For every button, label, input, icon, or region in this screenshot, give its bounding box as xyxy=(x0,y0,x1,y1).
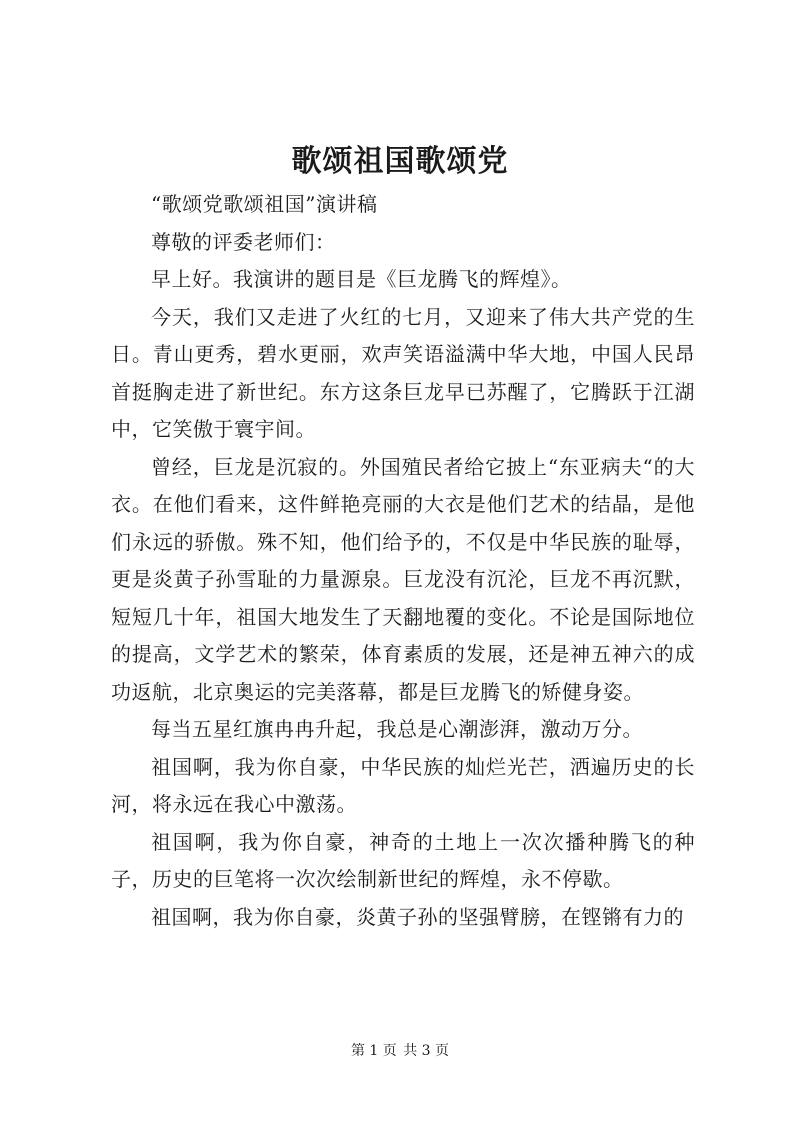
paragraph-subtitle: “歌颂党歌颂祖国”演讲稿 xyxy=(151,192,378,216)
page-number: 第 1 页 xyxy=(350,1043,397,1059)
paragraph-greeting: 早上好。我演讲的题目是《巨龙腾飞的辉煌》。 xyxy=(151,267,572,291)
paragraph: 曾经，巨龙是沉寂的。外国殖民者给它披上“东亚病夫“的大衣。在他们看来，这件鲜艳亮丽的大衣是他们艺术的结晶，是他们永远的骄傲。殊不知，他们给予的，不仅是中华民族的耻辱，更是炎黄子孙雪耻的力量源泉。巨龙没有沉沦，巨龙不再沉默，短短几十年，祖国大地发生了天翻地覆的变化。不论是国际地位的提高，文学艺术的繁荣，体育素质的发展，还是神五神六的成功返航，北京奥运的完美落幕，都是巨龙腾飞的矫健身姿。 xyxy=(111,454,695,704)
paragraph: 祖国啊，我为你自豪，炎黄子孙的坚强臂膀，在铿锵有力的 xyxy=(151,904,684,929)
document-title: 歌颂祖国歌颂党 xyxy=(291,144,509,179)
page-total: 共 3 页 xyxy=(403,1043,450,1059)
paragraph: 今天，我们又走进了火红的七月，又迎来了伟大共产党的生日。青山更秀，碧水更丽，欢声笑语溢满中华大地，中国人民昂首挺胸走进了新世纪。东方这条巨龙早已苏醒了，它腾跃于江湖中，它笑傲于寰宇间。 xyxy=(111,304,695,441)
paragraph: 每当五星红旗冉冉升起，我总是心潮澎湃，激动万分。 xyxy=(151,717,643,741)
document-body xyxy=(111,186,695,936)
paragraph: 祖国啊，我为你自豪，神奇的土地上一次次播种腾飞的种子，历史的巨笔将一次次绘制新世纪的辉煌，永不停歇。 xyxy=(111,829,695,891)
paragraph: 祖国啊，我为你自豪，中华民族的灿烂光芒，洒遍历史的长河，将永远在我心中激荡。 xyxy=(111,754,695,816)
paragraph-salutation: 尊敬的评委老师们： xyxy=(151,229,336,254)
page-footer xyxy=(0,1041,800,1061)
